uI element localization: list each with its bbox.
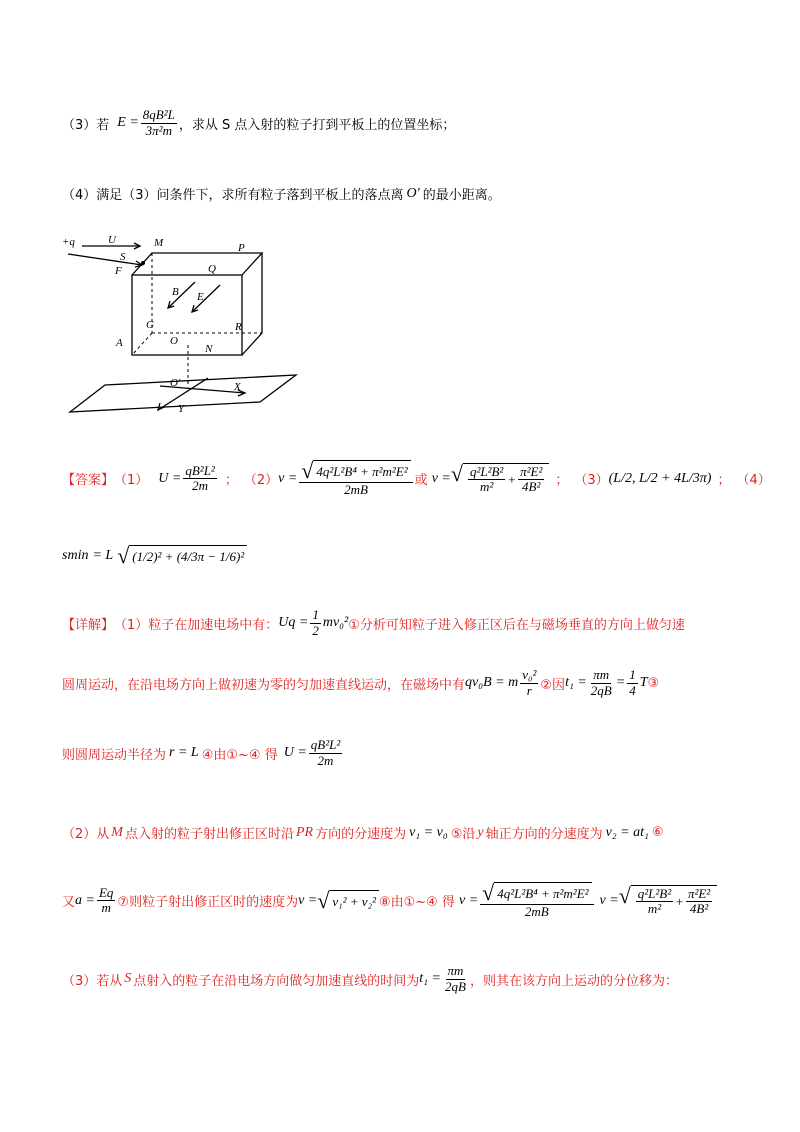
label-n: N bbox=[205, 343, 213, 355]
detail-l5-bd: 4B² bbox=[689, 901, 709, 917]
detail-l2-T: T bbox=[639, 675, 648, 691]
detail-l6-den: 2qB bbox=[445, 978, 466, 994]
detail-l4-eq1: v₁ = v₀ bbox=[409, 824, 448, 840]
answer-v1-frac: √ 4q²L²B⁴ + π²m²E² 2mB bbox=[299, 460, 412, 498]
answer-v2b-den: 4B² bbox=[522, 479, 541, 495]
answer-coord: (L/2, L/2 + 4L/3π) bbox=[608, 470, 712, 486]
detail-l1-mv: mv₀² bbox=[322, 615, 349, 631]
detail-line-1 bbox=[62, 608, 685, 639]
answer-v1-inner: 4q²L²B⁴ + π²m²E² bbox=[313, 460, 410, 482]
label-plus-q: +q bbox=[62, 236, 75, 248]
answer-sep-1: ； bbox=[224, 473, 238, 489]
detail-l6-num: πm bbox=[447, 963, 464, 978]
detail-l2-t1: t₁ = bbox=[565, 675, 587, 691]
answer-u-num: qB²L² bbox=[185, 462, 215, 478]
smin-lhs: s bbox=[62, 548, 68, 563]
detail-l1-num: 1 bbox=[312, 607, 319, 622]
q3-prefix: （3）若 bbox=[62, 117, 110, 133]
detail-l6-t: t₁ = bbox=[419, 971, 442, 987]
label-f: F bbox=[115, 265, 122, 277]
detail-l1-text: （1）粒子在加速电场中有： bbox=[114, 617, 279, 633]
label-y: Y bbox=[178, 403, 185, 415]
label-r: R bbox=[235, 321, 242, 333]
smin-sub: min bbox=[67, 548, 89, 563]
label-m: M bbox=[154, 237, 164, 249]
answer-sep-3: ； bbox=[717, 473, 731, 489]
answer-u-frac bbox=[183, 464, 216, 495]
answer-part-3: （3） bbox=[574, 473, 609, 489]
detail-l2-mark: ③ bbox=[647, 675, 660, 691]
smin-line bbox=[62, 545, 247, 567]
detail-l5-m: a = bbox=[75, 892, 95, 908]
detail-l5-ad: m² bbox=[647, 901, 662, 917]
detail-l2-text: 圆周运动，在沿电场方向上做初速为零的匀加速直线运动，在磁场中有 bbox=[62, 677, 466, 693]
detail-l6-a: （3）若从 bbox=[62, 973, 123, 989]
detail-l2-math: qv₀B = m bbox=[465, 675, 519, 691]
detail-l3-U: U = bbox=[283, 745, 307, 761]
answer-plus: + bbox=[507, 471, 517, 487]
q3-e-symbol: E = bbox=[117, 115, 139, 131]
label-b: B bbox=[172, 286, 179, 298]
detail-tag: 【详解】 bbox=[62, 617, 115, 633]
answer-part-1: （1） bbox=[114, 473, 149, 489]
detail-l5-inner: v₁² + v₂² bbox=[329, 890, 379, 912]
answer-v1-den: 2mB bbox=[344, 482, 368, 497]
detail-line-6 bbox=[62, 964, 678, 995]
detail-line-3 bbox=[62, 738, 344, 769]
detail-l5-bn: π²E² bbox=[687, 885, 711, 901]
q4-o-prime: O′ bbox=[406, 185, 420, 201]
smin-sqrt: √ (1/2)² + (4/3π − 1/6)² bbox=[117, 545, 247, 567]
detail-line-5: 又 a = $\frac{Eq}{m}$ ⑦则粒子射出修正区时的速度为 v = √ v₁² + v₂² ⑧由①~④ 得 v = √ 4q²L²B⁴ + π²m²E² 2mB v = √ $\frac{\text{q²L²B²}}{\text{m²}}$ + $\frac{\text{π²E²}}{\text{4B²}}$ bbox=[62, 882, 717, 920]
detail-l5-d2: 2mB bbox=[524, 904, 549, 919]
detail-l1-tail: ①分析可知粒子进入修正区后在与磁场垂直的方向上做匀速 bbox=[348, 617, 685, 633]
detail-l2-qnum: 1 bbox=[629, 667, 636, 682]
detail-l4-b: 点入射的粒子射出修正区时沿 bbox=[124, 827, 294, 842]
smin-inner: (1/2)² + (4/3π − 1/6)² bbox=[129, 545, 247, 567]
answer-or: 或 bbox=[414, 473, 428, 489]
detail-l2-den: r bbox=[526, 682, 532, 698]
detail-l5-num: Eq bbox=[98, 884, 114, 900]
answer-u-eq: U = bbox=[158, 470, 182, 486]
detail-l2-tnum: πm bbox=[593, 667, 610, 682]
detail-l2-num: v₀² bbox=[522, 667, 537, 682]
label-o-prime: O′ bbox=[170, 377, 181, 389]
detail-l2-tden: 2qB bbox=[590, 682, 612, 698]
detail-l5-v3: v = bbox=[599, 892, 619, 908]
answer-sep-2: ； bbox=[555, 473, 569, 489]
particle-path bbox=[68, 254, 142, 265]
detail-l4-a: （2）从 bbox=[62, 827, 110, 842]
answer-v2b-num: π²E² bbox=[520, 463, 543, 479]
q4-text: （4）满足（3）问条件下，求所有粒子落到平板上的落点离 bbox=[62, 188, 404, 203]
detail-l4-f: ⑥ bbox=[651, 825, 664, 840]
answer-v2a-den: m² bbox=[479, 479, 494, 495]
detail-l2-qden: 4 bbox=[629, 682, 636, 698]
detail-l1-math: Uq = bbox=[278, 615, 309, 631]
label-s: S bbox=[120, 251, 126, 263]
physics-figure bbox=[60, 230, 310, 420]
answer-part-2: （2） bbox=[243, 473, 279, 489]
detail-l6-b: 点射入的粒子在沿电场方向做匀加速直线的时间为 bbox=[133, 973, 420, 989]
detail-l4-y: y bbox=[477, 824, 484, 840]
answer-part-4: （4） bbox=[736, 473, 771, 489]
detail-l5-v2: v = bbox=[458, 892, 479, 908]
label-o: O bbox=[170, 335, 178, 347]
detail-l5-an: q²L²B² bbox=[637, 885, 672, 901]
label-x: X bbox=[234, 381, 241, 393]
detail-l3-math: r = L bbox=[169, 745, 199, 761]
detail-l2-eq: = bbox=[615, 675, 626, 691]
detail-l3-num: qB²L² bbox=[310, 737, 341, 752]
answer-v2-sqrt: √ $\frac{\text{q²L²B²}}{\text{m²}}$ + $\frac{\text{π²E²}}{\text{4B²}}$ bbox=[451, 463, 549, 496]
label-a: A bbox=[116, 337, 123, 349]
q3-numerator: 8qB²L bbox=[142, 107, 175, 122]
detail-l4-eq2: v₂ = at₁ bbox=[605, 824, 649, 840]
detail-l3-text: 则圆周运动半径为 bbox=[62, 747, 167, 763]
detail-line-2 bbox=[62, 668, 659, 699]
detail-l3-mid: ④由①~④ 得 bbox=[201, 747, 278, 763]
detail-l1-den: 2 bbox=[312, 622, 319, 638]
answer-v-eq: v = bbox=[278, 470, 298, 486]
q3-denominator: 3π²m bbox=[145, 122, 172, 138]
detail-l5-a: 又 bbox=[62, 895, 76, 911]
cube-front-face bbox=[132, 275, 242, 355]
detail-l4-c: 方向的分速度为 bbox=[315, 827, 407, 842]
detail-l5-c: ⑧由①~④ 得 bbox=[378, 895, 455, 911]
answer-tag: 【答案】 bbox=[62, 473, 115, 489]
detail-l5-v: v = bbox=[298, 892, 318, 908]
detail-l4-M: M bbox=[111, 824, 123, 840]
detail-l4-d: ⑤沿 bbox=[450, 827, 476, 842]
label-g: G bbox=[146, 319, 154, 331]
question-3 bbox=[62, 108, 455, 139]
detail-l6-S: S bbox=[124, 971, 132, 987]
detail-line-4 bbox=[62, 823, 664, 842]
detail-l3-den: 2m bbox=[317, 752, 334, 768]
s-point bbox=[141, 261, 145, 265]
label-q: Q bbox=[208, 263, 216, 275]
label-p: P bbox=[238, 242, 245, 254]
detail-l2-because: ②因 bbox=[540, 677, 566, 693]
label-u: U bbox=[108, 234, 116, 246]
answer-line: 【答案】 （1） U = $\frac{\text{qB²L²}}{2m}$ ； （2） v = √ 4q²L²B⁴ + π²m²E² 2mB 或 v = √ $\frac{\text{q²L²B²}}{\text{m²}}$ + $\frac{\text{π²E²}}{\text{4B²}}$ ； （3） (L/2, L/2 + 4L/3π) ； （4） bbox=[62, 458, 771, 497]
q4-tail: 的最小距离。 bbox=[422, 188, 501, 203]
answer-v2a-num: q²L²B² bbox=[469, 463, 504, 479]
q3-suffix: ，求从 S 点入射的粒子打到平板上的位置坐标； bbox=[178, 117, 456, 133]
question-4 bbox=[62, 184, 501, 203]
detail-l5-i2: 4q²L²B⁴ + π²m²E² bbox=[494, 882, 591, 904]
detail-l5-b: ⑦则粒子射出修正区时的速度为 bbox=[117, 895, 299, 911]
answer-u-den: 2m bbox=[192, 478, 209, 494]
detail-l4-PR: PR bbox=[295, 824, 314, 840]
smin-eq: = L bbox=[92, 548, 114, 563]
detail-l4-e: 轴正方向的分速度为 bbox=[485, 827, 603, 842]
label-e: E bbox=[197, 291, 204, 303]
detail-l5-den: m bbox=[101, 900, 111, 916]
detail-l5-plus: + bbox=[675, 893, 684, 909]
detail-l6-c: ，则其在该方向上运动的分位移为： bbox=[469, 973, 678, 989]
q3-fraction bbox=[141, 108, 177, 139]
cube-right-edge bbox=[242, 253, 262, 355]
